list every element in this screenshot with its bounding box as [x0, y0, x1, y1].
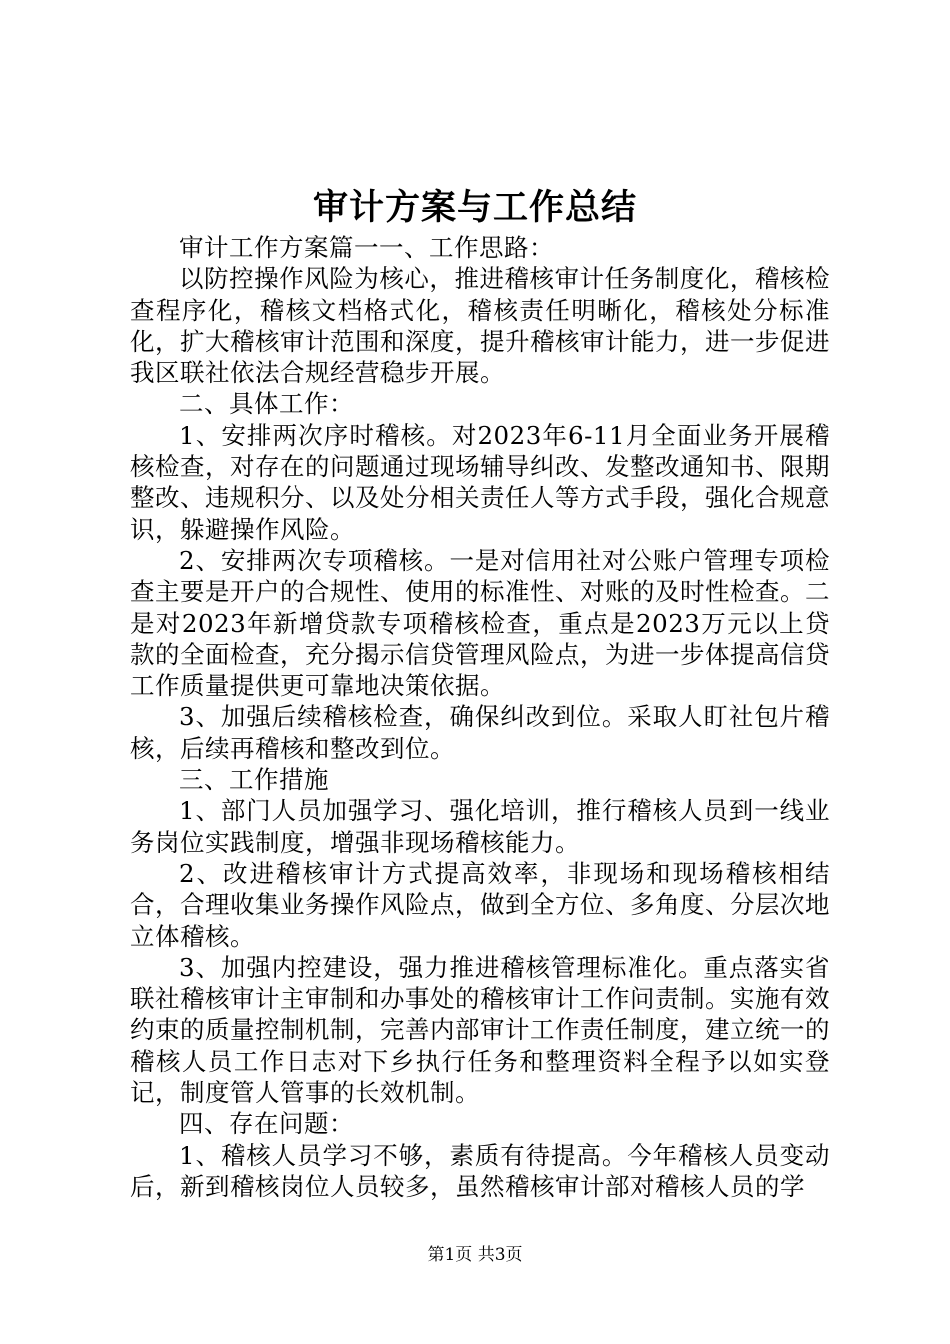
section-heading: 二、具体工作： — [179, 389, 354, 419]
document-title: 审计方案与工作总结 — [312, 188, 637, 228]
section-heading: 三、工作措施 — [179, 765, 329, 795]
document-body — [130, 232, 830, 1202]
paragraph: 1、部门人员加强学习、强化培训，推行稽核人员到一线业务岗位实践制度，增强非现场稽核能力。 — [130, 796, 830, 857]
paragraph: 审计工作方案篇一一、工作思路： — [179, 233, 554, 262]
paragraph: 1、安排两次序时稽核。对2023年6-11月全面业务开展稽核检查，对存在的问题通过现场辅导纠改、发整改通知书、限期整改、违规积分、以及处分相关责任人等方式手段，强化合规意识，躲避操作风险。 — [130, 420, 830, 544]
paragraph: 以防控操作风险为核心，推进稽核审计任务制度化，稽核检查程序化，稽核文档格式化，稽核责任明晰化，稽核处分标准化，扩大稽核审计范围和深度，提升稽核审计能力，进一步促进我区联社依法合规经营稳步开展。 — [130, 264, 830, 388]
paragraph: 2、改进稽核审计方式提高效率，非现场和现场稽核相结合，合理收集业务操作风险点，做到全方位、多角度、分层次地立体稽核。 — [130, 858, 830, 951]
paragraph: 3、加强内控建设，强力推进稽核管理标准化。重点落实省联社稽核审计主审制和办事处的稽核审计工作问责制。实施有效约束的质量控制机制，完善内部审计工作责任制度，建立统一的稽核人员工作日志对下乡执行任务和整理资料全程予以如实登记，制度管人管事的长效机制。 — [130, 952, 830, 1108]
section-heading: 四、存在问题： — [179, 1109, 354, 1139]
paragraph: 1、稽核人员学习不够，素质有待提高。今年稽核人员变动后，新到稽核岗位人员较多，虽然稽核审计部对稽核人员的学 — [130, 1140, 830, 1201]
page-footer: 第1页 共3页 — [427, 1245, 523, 1265]
paragraph: 3、加强后续稽核检查，确保纠改到位。采取人盯社包片稽核，后续再稽核和整改到位。 — [130, 702, 830, 763]
paragraph: 2、安排两次专项稽核。一是对信用社对公账户管理专项检查主要是开户的合规性、使用的标准性、对账的及时性检查。二是对2023年新增贷款专项稽核检查，重点是2023万元以上贷款的全面检查，充分揭示信贷管理风险点，为进一步体提高信贷工作质量提供更可靠地决策依据。 — [130, 545, 830, 701]
